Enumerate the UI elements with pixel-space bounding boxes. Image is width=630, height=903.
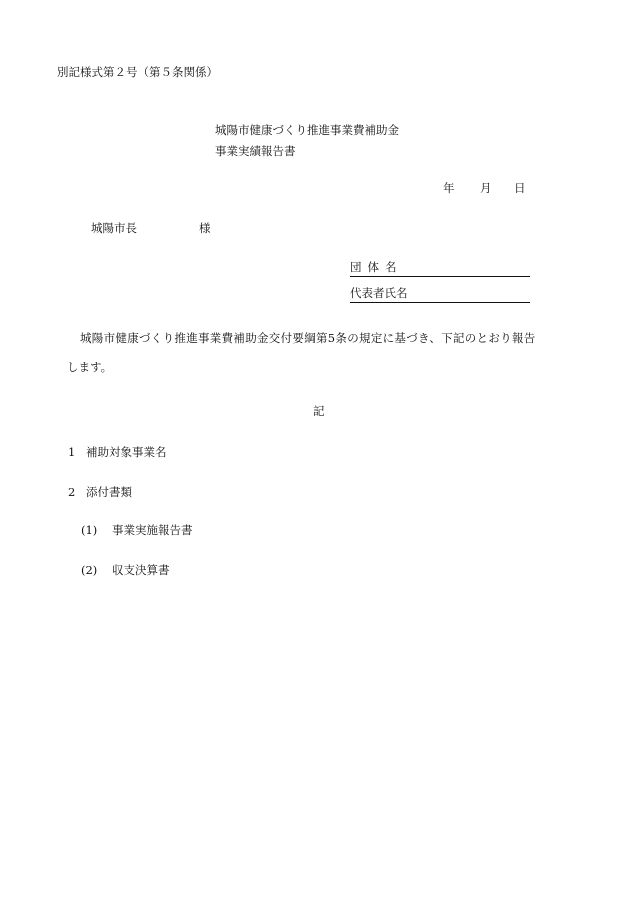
body-text-line1: 城陽市健康づくり推進事業費補助金交付要綱第5条の規定に基づき、下記のとおり報告	[80, 331, 536, 345]
addressee-name: 城陽市長	[91, 221, 137, 235]
document-title-line2: 事業実績報告書	[215, 144, 296, 158]
attachment-number: (2)	[81, 563, 98, 577]
item-number: 2	[68, 485, 76, 499]
addressee-honorific: 様	[199, 221, 211, 235]
representative-name-label: 代表者氏名	[350, 286, 408, 300]
item-text: 補助対象事業名	[86, 445, 167, 459]
organization-name-field	[350, 262, 530, 277]
representative-name-field	[350, 288, 530, 303]
attachment-number: (1)	[81, 523, 98, 537]
date-month-label: 月	[480, 181, 492, 195]
date-year-label: 年	[443, 181, 455, 195]
date-day-label: 日	[514, 181, 526, 195]
document-title-line1: 城陽市健康づくり推進事業費補助金	[215, 123, 399, 137]
attachment-text: 事業実施報告書	[112, 523, 193, 537]
form-number: 別記様式第２号（第５条関係）	[57, 65, 218, 79]
body-text-line2: します。	[67, 360, 113, 374]
attachment-text: 収支決算書	[112, 563, 170, 577]
ki-heading: 記	[313, 404, 325, 418]
organization-name-label: 団体名	[350, 260, 403, 274]
item-number: 1	[68, 445, 76, 459]
item-text: 添付書類	[86, 485, 132, 499]
